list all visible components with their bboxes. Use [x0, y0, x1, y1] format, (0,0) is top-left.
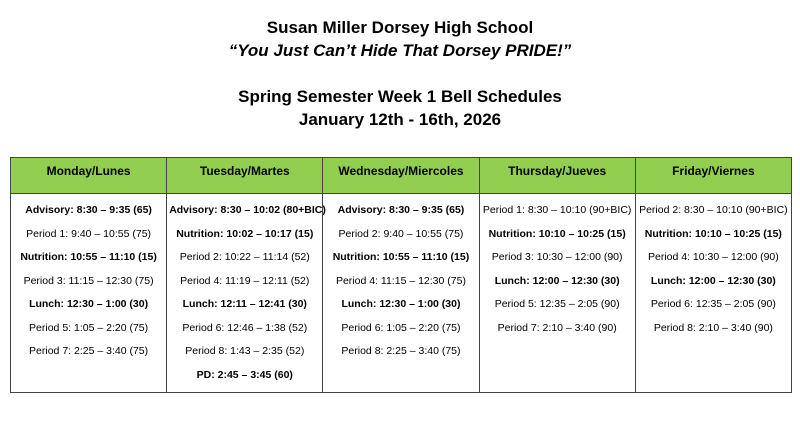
- schedule-entry: Period 3: 11:15 – 12:30 (75): [23, 274, 154, 287]
- schedule-entry: Period 8: 2:10 – 3:40 (90): [653, 321, 773, 334]
- bell-schedule-table: [10, 157, 792, 393]
- schedule-entry: Nutrition: 10:10 – 10:25 (15): [488, 227, 626, 240]
- schedule-entry: Period 6: 1:05 – 2:20 (75): [341, 321, 461, 334]
- day-header-tuesday: Tuesday/Martes: [167, 158, 323, 194]
- day-header-wednesday: Wednesday/Miercoles: [323, 158, 479, 194]
- schedule-entry: Advisory: 8:30 – 9:35 (65): [25, 204, 152, 216]
- schedule-entry: Period 6: 12:46 – 1:38 (52): [182, 321, 308, 334]
- schedule-entry: Nutrition: 10:10 – 10:25 (15): [644, 227, 782, 240]
- schedule-dates: January 12th - 16th, 2026: [298, 110, 502, 129]
- day-header-monday: Monday/Lunes: [11, 158, 167, 194]
- schedule-title: Spring Semester Week 1 Bell Schedules: [238, 87, 562, 106]
- schedule-entry: Period 8: 2:25 – 3:40 (75): [341, 345, 461, 357]
- schedule-cell-friday: [635, 194, 791, 393]
- schedule-entry: Lunch: 12:00 – 12:30 (30): [650, 274, 776, 287]
- schedule-entry: Period 4: 10:30 – 12:00 (90): [647, 251, 779, 263]
- schedule-entry: Period 1: 8:30 – 10:10 (90+BIC): [482, 204, 632, 216]
- schedule-entry: Period 4: 11:19 – 12:11 (52): [180, 274, 310, 287]
- schedule-entry: PD: 2:45 – 3:45 (60): [196, 368, 293, 381]
- schedule-entry: Nutrition: 10:02 – 10:17 (15): [176, 227, 314, 240]
- schedule-entry: Lunch: 12:00 – 12:30 (30): [494, 274, 620, 287]
- schedule-entry: Period 8: 1:43 – 2:35 (52): [185, 345, 305, 357]
- schedule-entry: Period 5: 1:05 – 2:20 (75): [29, 321, 149, 334]
- school-motto: “You Just Can’t Hide That Dorsey PRIDE!”: [228, 41, 572, 60]
- schedule-cell-thursday: [479, 194, 635, 393]
- schedule-entry: Nutrition: 10:55 – 11:10 (15): [332, 251, 470, 263]
- schedule-entry: Period 2: 10:22 – 11:14 (52): [179, 251, 310, 263]
- schedule-row: [11, 194, 792, 393]
- schedule-cell-tuesday: [167, 194, 326, 393]
- schedule-entry: Advisory: 8:30 – 9:35 (65): [337, 204, 465, 216]
- schedule-entry: Nutrition: 10:55 – 11:10 (15): [20, 251, 157, 263]
- header-spacer: [0, 62, 800, 85]
- schedule-entry: Lunch: 12:11 – 12:41 (30): [182, 298, 307, 310]
- schedule-entry: Period 6: 12:35 – 2:05 (90): [650, 298, 776, 310]
- schedule-entry: Period 7: 2:10 – 3:40 (90): [497, 321, 617, 334]
- schedule-entry: Lunch: 12:30 – 1:00 (30): [29, 298, 149, 310]
- schedule-entry: Period 5: 12:35 – 2:05 (90): [494, 298, 620, 310]
- schedule-entry: Period 2: 9:40 – 10:55 (75): [338, 227, 464, 240]
- document-header: [0, 16, 800, 131]
- schedule-entry: Period 1: 9:40 – 10:55 (75): [26, 227, 152, 240]
- schedule-cell-wednesday: [323, 194, 479, 393]
- day-header-friday: Friday/Viernes: [635, 158, 791, 194]
- schedule-cell-monday: [11, 194, 167, 393]
- day-header-row: [11, 158, 792, 194]
- schedule-entry: Period 4: 11:15 – 12:30 (75): [335, 274, 466, 287]
- schedule-entry: Period 2: 8:30 – 10:10 (90+BIC): [639, 204, 788, 216]
- schedule-entry: Advisory: 8:30 – 10:02 (80+BIC): [169, 204, 326, 216]
- schedule-entry: Period 7: 2:25 – 3:40 (75): [29, 345, 149, 357]
- day-header-thursday: Thursday/Jueves: [479, 158, 635, 194]
- schedule-entry: Period 3: 10:30 – 12:00 (90): [491, 251, 623, 263]
- school-name: Susan Miller Dorsey High School: [266, 18, 534, 37]
- schedule-entry: Lunch: 12:30 – 1:00 (30): [341, 298, 461, 310]
